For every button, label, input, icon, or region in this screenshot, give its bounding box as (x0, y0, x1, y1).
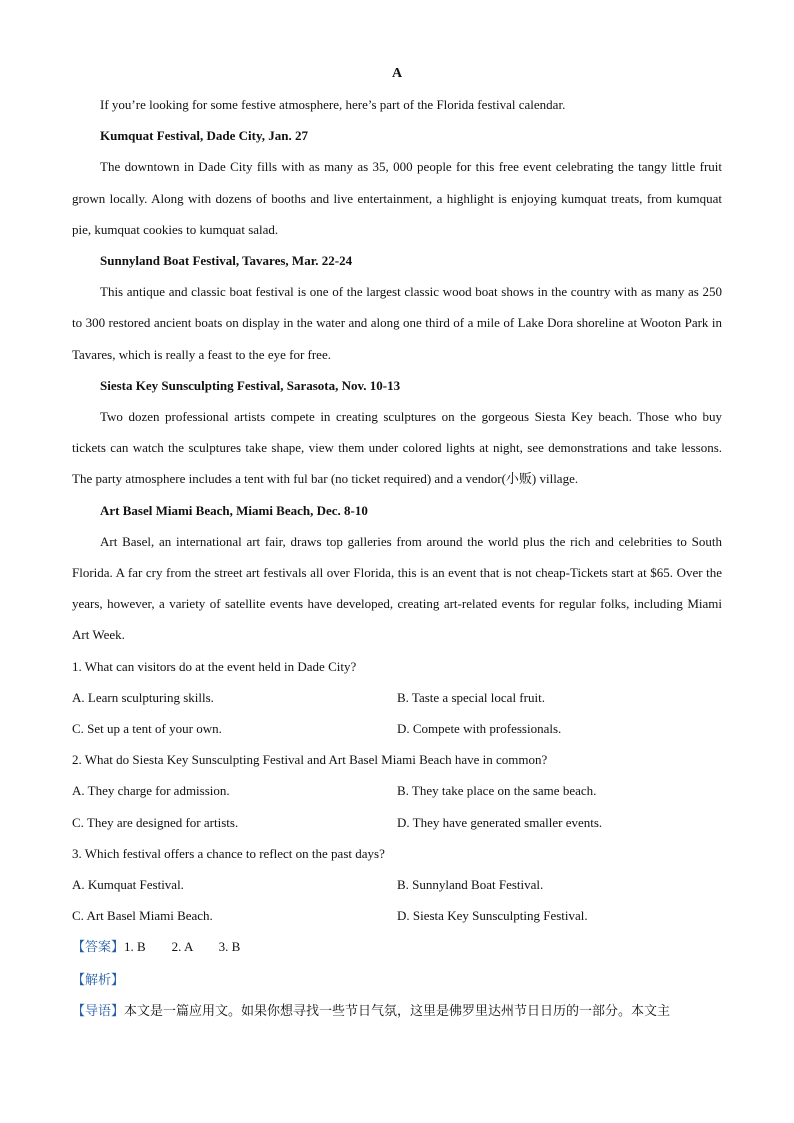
option: D. Compete with professionals. (397, 721, 562, 737)
section-body: Two dozen professional artists compete in creating sculptures on the gorgeous Siesta Key beach. Those who buy tickets can watch the sculptures take shape, view them under colored lights at night, see demonstrations and take lessons. The party atmosphere includes a tent with ful bar (no ticket required) and a vendor(小贩) village. (72, 409, 722, 487)
option-row (72, 775, 722, 806)
section-heading: Sunnyland Boat Festival, Tavares, Mar. 22-24 (100, 253, 353, 269)
question-stem: 2. What do Siesta Key Sunsculpting Festival and Art Basel Miami Beach have in common? (72, 752, 548, 768)
section-heading: Siesta Key Sunsculpting Festival, Sarasota, Nov. 10-13 (100, 377, 401, 393)
exam-page (72, 58, 722, 1027)
answer-tag: 【答案】 (72, 940, 125, 956)
guide-line (72, 996, 722, 1027)
option-row (72, 713, 722, 744)
section-body: Art Basel, an international art fair, draws top galleries from around the world plus the rich and celebrities to South Florida. A far cry from the street art festivals all over Florida, this is an event that is not cheap-Tickets start at $65. Over the years, however, a variety of satellite events have developed, creating art-related events for regular folks, including Miami Art Week. (72, 533, 722, 643)
option-row (72, 869, 722, 900)
option: D. They have generated smaller events. (397, 814, 603, 830)
option: D. Siesta Key Sunsculpting Festival. (397, 908, 588, 924)
option: B. They take place on the same beach. (397, 783, 597, 799)
question-stem: 3. Which festival offers a chance to reflect on the past days? (72, 845, 385, 861)
guide-tag: 【导语】 (72, 1003, 125, 1019)
intro-paragraph: If you’re looking for some festive atmosphere, here’s part of the Florida festival calendar. (100, 97, 566, 112)
section-heading: Art Basel Miami Beach, Miami Beach, Dec. 8-10 (100, 502, 368, 518)
section-body: This antique and classic boat festival is one of the largest classic wood boat shows in the country with as many as 250 to 300 restored ancient boats on display in the water and along one third of a mile of Lake Dora shoreline at Wooton Park in Tavares, which is really a feast to the eye for free. (72, 284, 722, 362)
option: B. Sunnyland Boat Festival. (397, 877, 544, 893)
option: B. Taste a special local fruit. (397, 689, 545, 705)
option: C. They are designed for artists. (72, 814, 239, 830)
guide-text: 本文是一篇应用文。如果你想寻找一些节日气氛，这里是佛罗里达州节日日历的一部分。本文主 (124, 1003, 671, 1019)
section-heading: Kumquat Festival, Dade City, Jan. 27 (100, 128, 309, 144)
section-body: The downtown in Dade City fills with as many as 35, 000 people for this free event celebrating the tangy little fruit grown locally. Along with dozens of booths and live entertainment, a highlight is enjoying kumquat treats, from kumquat pie, kumquat cookies to kumquat salad. (72, 159, 722, 237)
option: C. Set up a tent of your own. (72, 721, 222, 737)
option-row (72, 807, 722, 838)
option: A. Kumquat Festival. (72, 877, 184, 893)
analysis-line (72, 964, 722, 996)
analysis-tag: 【解析】 (72, 972, 125, 988)
option-row (72, 900, 722, 931)
passage-title: A (391, 66, 403, 81)
question-stem: 1. What can visitors do at the event held in Dade City? (72, 658, 357, 674)
option: A. They charge for admission. (72, 783, 230, 799)
option-row (72, 682, 722, 713)
option: C. Art Basel Miami Beach. (72, 908, 213, 924)
option: A. Learn sculpturing skills. (72, 689, 214, 705)
answer-line (72, 931, 722, 963)
answer-text: 1. B 2. A 3. B (124, 939, 241, 955)
